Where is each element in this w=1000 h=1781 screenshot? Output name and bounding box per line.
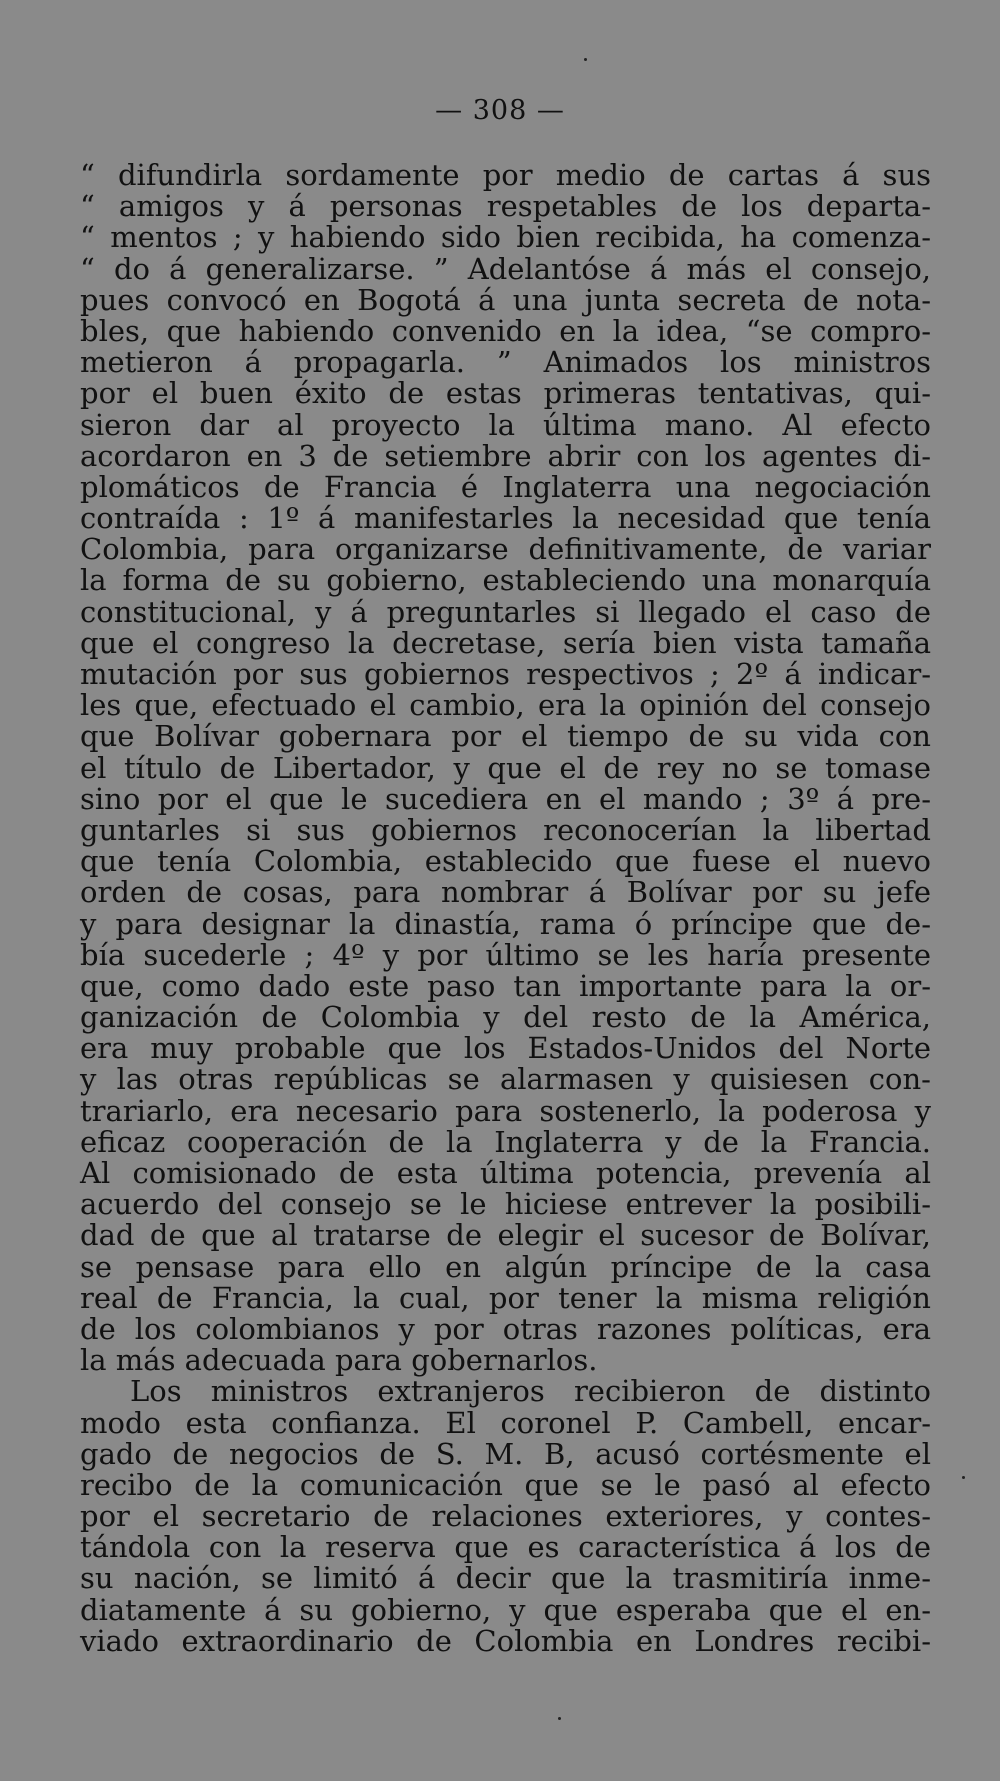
text-line: el título de Libertador, y que el de rey no se tomase — [80, 750, 931, 785]
text-line: real de Francia, la cual, por tener la misma religión — [80, 1280, 931, 1315]
text-line: acuerdo del consejo se le hiciese entrever la posibili- — [80, 1187, 931, 1222]
text-line: contraída : 1º á manifestarles la necesidad que tenía — [80, 501, 931, 536]
text-line: dad de que al tratarse de elegir el sucesor de Bolívar, — [80, 1218, 931, 1253]
text-line: Los ministros extranjeros recibieron de distinto — [130, 1374, 931, 1409]
text-line: la forma de su gobierno, estableciendo una monarquía — [80, 563, 931, 598]
text-line: “ mentos ; y habiendo sido bien recibida, ha comenza- — [80, 220, 931, 255]
text-line: gado de negocios de S. M. B, acusó cortésmente el — [80, 1436, 931, 1471]
paragraph-1 — [80, 160, 931, 1376]
text-line: y las otras repúblicas se alarmasen y quisiesen con- — [80, 1062, 931, 1097]
text-line: la más adecuada para gobernarlos. — [80, 1343, 598, 1378]
ink-speck — [558, 1717, 561, 1720]
text-line: acordaron en 3 de setiembre abrir con los agentes di- — [80, 438, 931, 473]
text-line: “ do á generalizarse. ” Adelantóse á más el consejo, — [80, 251, 931, 286]
ink-speck — [584, 58, 587, 61]
text-line: mutación por sus gobiernos respectivos ; 2º á indicar- — [80, 657, 931, 691]
ink-speck — [962, 1476, 965, 1479]
text-line: orden de cosas, para nombrar á Bolívar por su jefe — [80, 875, 931, 910]
text-line: constitucional, y á preguntarles si llegado el caso de — [80, 594, 931, 629]
text-line: “ amigos y á personas respetables de los departa- — [80, 189, 931, 224]
text-line: que, como dado este paso tan importante para la or- — [80, 968, 931, 1003]
text-line: por el buen éxito de estas primeras tentativas, qui- — [80, 376, 931, 411]
text-line: viado extraordinario de Colombia en Londres recibi- — [80, 1623, 931, 1658]
text-line: trariarlo, era necesario para sostenerlo, la poderosa y — [80, 1093, 931, 1128]
text-line: Colombia, para organizarse definitivamente, de variar — [80, 532, 931, 567]
text-line: que Bolívar gobernara por el tiempo de su vida con — [80, 719, 931, 754]
text-line: sieron dar al proyecto la última mano. Al efecto — [80, 407, 931, 442]
text-line: y para designar la dinastía, rama ó príncipe que de- — [80, 906, 931, 941]
paragraph-2 — [80, 1376, 931, 1657]
text-line: su nación, se limitó á decir que la trasmitiría inme- — [80, 1561, 931, 1596]
text-line: metieron á propagarla. ” Animados los ministros — [80, 345, 931, 380]
text-line: modo esta confianza. El coronel P. Cambell, encar- — [80, 1405, 931, 1440]
text-line: que tenía Colombia, establecido que fuese el nuevo — [80, 844, 931, 879]
text-line: Al comisionado de esta última potencia, prevenía al — [80, 1156, 931, 1190]
text-line: plomáticos de Francia é Inglaterra una negociación — [80, 469, 931, 504]
text-line: tándola con la reserva que es característica á los de — [80, 1530, 931, 1565]
text-line: ganización de Colombia y del resto de la América, — [80, 1000, 931, 1035]
text-line: les que, efectuado el cambio, era la opinión del consejo — [80, 688, 931, 723]
text-line: bía sucederle ; 4º y por último se les haría presente — [80, 937, 931, 972]
text-line: “ difundirla sordamente por medio de cartas á sus — [80, 158, 931, 192]
text-line: que el congreso la decretase, sería bien vista tamaña — [80, 625, 931, 660]
text-line: guntarles si sus gobiernos reconocerían la libertad — [80, 812, 931, 847]
text-line: se pensase para ello en algún príncipe de la casa — [80, 1249, 931, 1284]
body-text — [80, 160, 931, 1657]
text-line: de los colombianos y por otras razones políticas, era — [80, 1311, 931, 1346]
text-line: por el secretario de relaciones exteriores, y contes- — [80, 1499, 931, 1534]
text-line: pues convocó en Bogotá á una junta secreta de nota- — [80, 282, 931, 317]
text-line: recibo de la comunicación que se le pasó al efecto — [80, 1467, 931, 1502]
text-line: sino por el que le sucediera en el mando ; 3º á pre- — [80, 781, 931, 816]
text-line: bles, que habiendo convenido en la idea, “se compro- — [80, 313, 931, 348]
text-line: era muy probable que los Estados-Unidos del Norte — [80, 1031, 931, 1066]
page-number: — 308 — — [435, 95, 565, 126]
text-line: diatamente á su gobierno, y que esperaba que el en- — [80, 1592, 931, 1627]
text-line: eficaz cooperación de la Inglaterra y de la Francia. — [80, 1124, 931, 1159]
